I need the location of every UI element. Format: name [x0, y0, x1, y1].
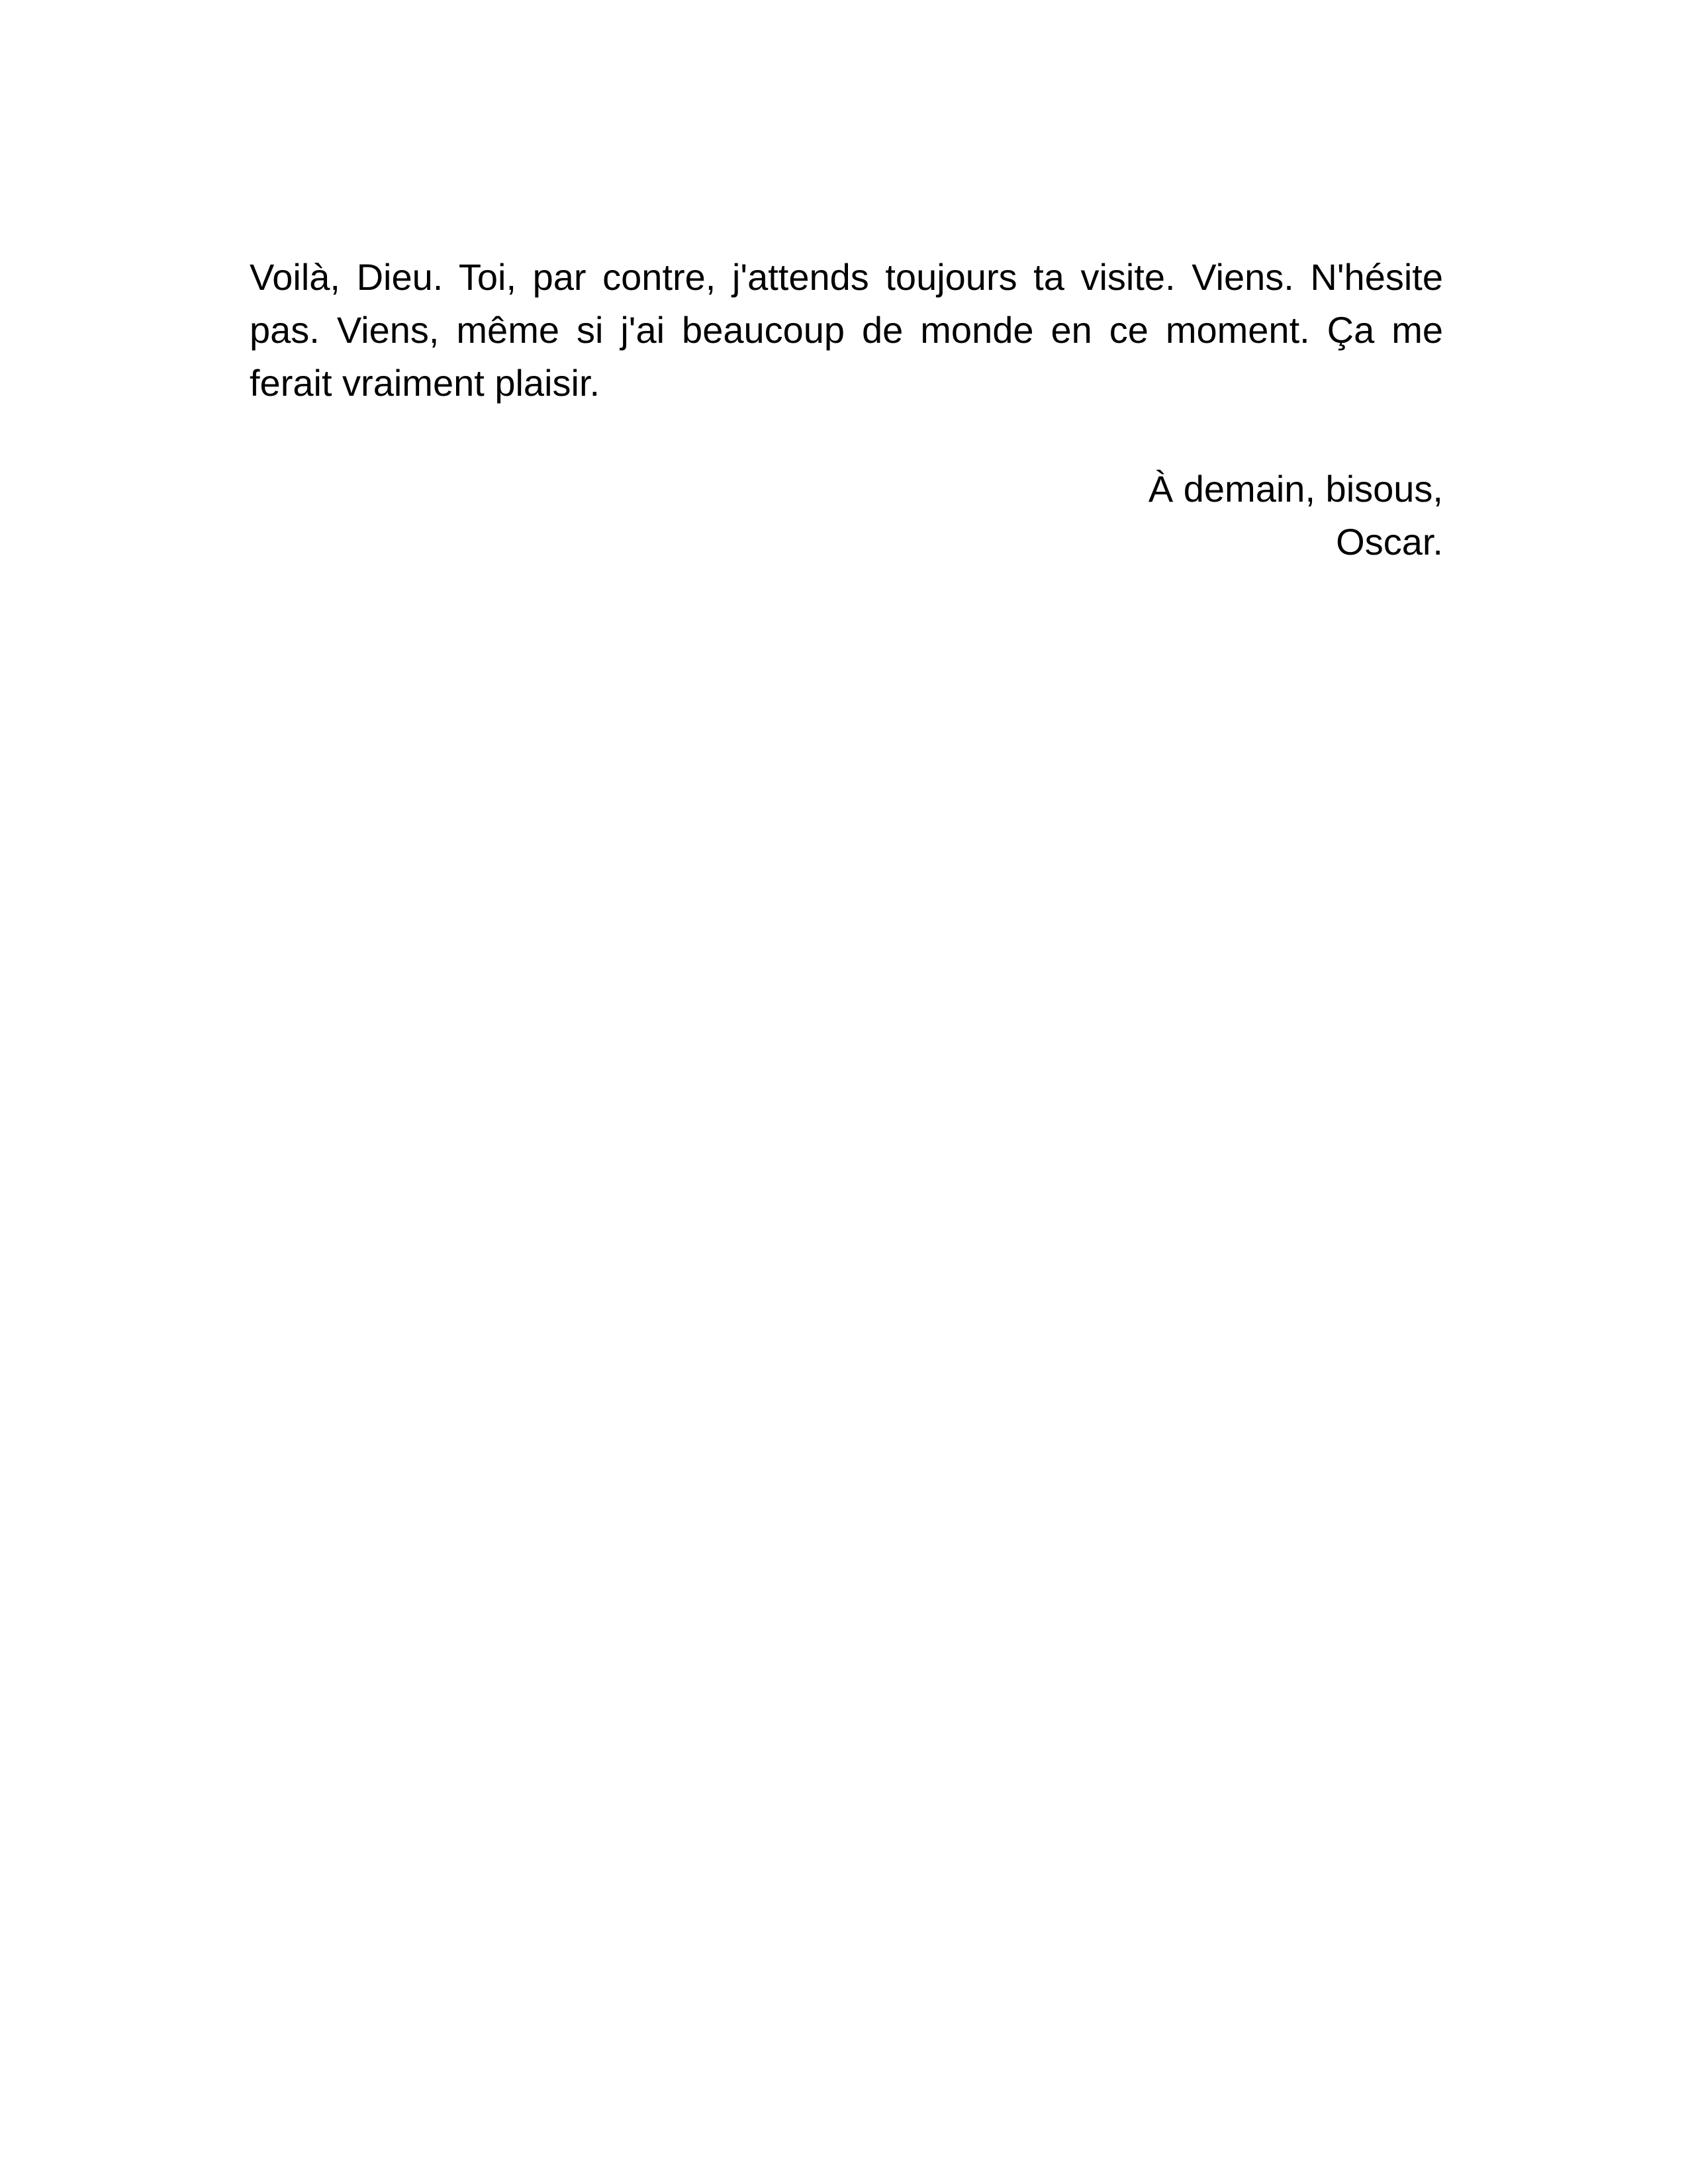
- letter-signoff: [250, 463, 1443, 569]
- blank-line: [250, 410, 1443, 463]
- signoff-line-2: Oscar.: [1336, 521, 1443, 563]
- body-line-3: ferait vraiment plaisir.: [250, 362, 600, 404]
- letter-body: [250, 251, 1443, 569]
- body-line-1: Voilà, Dieu. Toi, par contre, j'attends toujours ta visite. Viens. N'hésite: [250, 256, 1443, 298]
- body-line-2: pas. Viens, même si j'ai beaucoup de monde en ce moment. Ça me: [250, 309, 1443, 351]
- signoff-line-1: À demain, bisous,: [1148, 468, 1443, 510]
